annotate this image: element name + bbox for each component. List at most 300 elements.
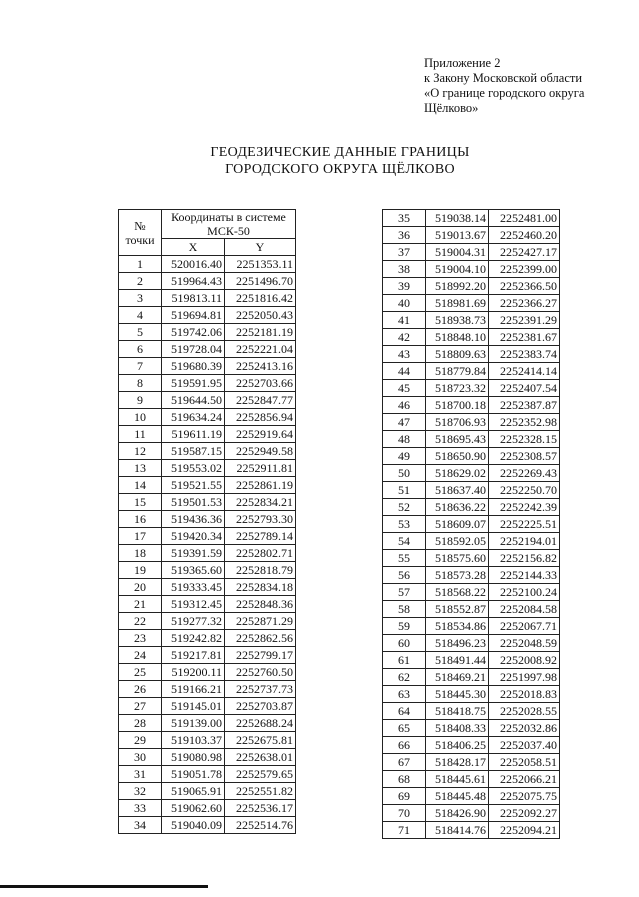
x-coordinate-cell: 519587.15 [162, 443, 225, 460]
x-coordinate-cell: 519501.53 [162, 494, 225, 511]
point-number-cell: 58 [383, 601, 426, 618]
point-number-cell: 57 [383, 584, 426, 601]
table-row [383, 550, 560, 567]
point-number-cell: 20 [119, 579, 162, 596]
y-coordinate-cell: 2252308.57 [489, 448, 560, 465]
x-coordinate-cell: 518992.20 [426, 278, 489, 295]
point-number-cell: 67 [383, 754, 426, 771]
y-coordinate-cell: 2252100.24 [489, 584, 560, 601]
point-number-cell: 69 [383, 788, 426, 805]
table-row [119, 800, 296, 817]
point-number-cell: 14 [119, 477, 162, 494]
y-coordinate-cell: 2252250.70 [489, 482, 560, 499]
x-coordinate-cell: 519742.06 [162, 324, 225, 341]
table-row [119, 460, 296, 477]
x-coordinate-cell: 518418.75 [426, 703, 489, 720]
point-number-cell: 38 [383, 261, 426, 278]
coordinates-header-line2: МСК-50 [207, 224, 250, 238]
y-coordinate-cell: 2252799.17 [225, 647, 296, 664]
y-coordinate-cell: 2252058.51 [489, 754, 560, 771]
point-number-header [119, 210, 162, 256]
y-coordinate-cell: 2252221.04 [225, 341, 296, 358]
y-coordinate-cell: 2252048.59 [489, 635, 560, 652]
x-coordinate-cell: 519521.55 [162, 477, 225, 494]
point-number-cell: 8 [119, 375, 162, 392]
table-row [383, 533, 560, 550]
x-coordinate-cell: 519591.95 [162, 375, 225, 392]
y-coordinate-cell: 2252834.18 [225, 579, 296, 596]
table-row [119, 375, 296, 392]
x-coordinate-cell: 518981.69 [426, 295, 489, 312]
table-row [383, 397, 560, 414]
table-row [383, 499, 560, 516]
y-coordinate-cell: 2252427.17 [489, 244, 560, 261]
x-coordinate-cell: 518650.90 [426, 448, 489, 465]
x-coordinate-cell: 519553.02 [162, 460, 225, 477]
point-number-cell: 35 [383, 210, 426, 227]
y-coordinate-cell: 2252407.54 [489, 380, 560, 397]
x-coordinate-cell: 519312.45 [162, 596, 225, 613]
point-number-cell: 53 [383, 516, 426, 533]
x-coordinate-cell: 520016.40 [162, 256, 225, 273]
point-number-cell: 26 [119, 681, 162, 698]
x-coordinate-cell: 518575.60 [426, 550, 489, 567]
x-coordinate-cell: 518428.17 [426, 754, 489, 771]
y-coordinate-cell: 2251496.70 [225, 273, 296, 290]
appendix-line: Приложение 2 [424, 56, 501, 70]
y-coordinate-cell: 2252144.33 [489, 567, 560, 584]
point-number-cell: 68 [383, 771, 426, 788]
y-coordinate-cell: 2252638.01 [225, 749, 296, 766]
appendix-line: «О границе городского округа [424, 86, 585, 100]
x-coordinate-cell: 518706.93 [426, 414, 489, 431]
table-row [383, 652, 560, 669]
table-row [119, 766, 296, 783]
x-coordinate-cell: 519365.60 [162, 562, 225, 579]
table-row [383, 771, 560, 788]
x-coordinate-cell: 518568.22 [426, 584, 489, 601]
table-row [383, 601, 560, 618]
point-number-cell: 50 [383, 465, 426, 482]
point-number-cell: 60 [383, 635, 426, 652]
footer-rule [0, 885, 208, 888]
y-coordinate-cell: 2252269.43 [489, 465, 560, 482]
point-number-cell: 24 [119, 647, 162, 664]
x-coordinate-cell: 519103.37 [162, 732, 225, 749]
y-coordinate-cell: 2252225.51 [489, 516, 560, 533]
point-number-cell: 59 [383, 618, 426, 635]
point-number-cell: 33 [119, 800, 162, 817]
point-number-header-line1: № [134, 218, 146, 233]
point-number-cell: 5 [119, 324, 162, 341]
point-number-cell: 62 [383, 669, 426, 686]
point-number-cell: 15 [119, 494, 162, 511]
x-coordinate-cell: 519080.98 [162, 749, 225, 766]
table-row [383, 465, 560, 482]
y-coordinate-cell: 2252871.29 [225, 613, 296, 630]
point-number-cell: 41 [383, 312, 426, 329]
table-row [383, 278, 560, 295]
appendix-line: Щёлково» [424, 101, 479, 115]
x-coordinate-cell: 519813.11 [162, 290, 225, 307]
y-coordinate-cell: 2252414.14 [489, 363, 560, 380]
y-coordinate-cell: 2252352.98 [489, 414, 560, 431]
table-row [383, 567, 560, 584]
y-coordinate-cell: 2252018.83 [489, 686, 560, 703]
x-coordinate-cell: 519013.67 [426, 227, 489, 244]
x-coordinate-cell: 518779.84 [426, 363, 489, 380]
y-coordinate-cell: 2252381.67 [489, 329, 560, 346]
table-row [383, 261, 560, 278]
y-coordinate-cell: 2252834.21 [225, 494, 296, 511]
point-number-cell: 43 [383, 346, 426, 363]
table-row [383, 431, 560, 448]
appendix-note [424, 56, 584, 116]
table-row [119, 817, 296, 834]
y-coordinate-cell: 2252008.92 [489, 652, 560, 669]
point-number-cell: 49 [383, 448, 426, 465]
table-row [383, 210, 560, 227]
x-coordinate-cell: 518552.87 [426, 601, 489, 618]
coordinates-table-left [118, 209, 296, 834]
y-coordinate-cell: 2252242.39 [489, 499, 560, 516]
point-number-cell: 44 [383, 363, 426, 380]
y-coordinate-cell: 2252413.16 [225, 358, 296, 375]
x-coordinate-cell: 519277.32 [162, 613, 225, 630]
table-row [119, 443, 296, 460]
table-row [383, 329, 560, 346]
table-row [383, 635, 560, 652]
coordinates-table-right-body [383, 210, 560, 839]
point-number-cell: 23 [119, 630, 162, 647]
table-row [383, 737, 560, 754]
x-coordinate-cell: 518636.22 [426, 499, 489, 516]
table-row [119, 358, 296, 375]
table-row [383, 516, 560, 533]
y-coordinate-cell: 2252703.66 [225, 375, 296, 392]
table-row [119, 698, 296, 715]
table-row [119, 749, 296, 766]
point-number-cell: 46 [383, 397, 426, 414]
point-number-cell: 56 [383, 567, 426, 584]
x-coordinate-cell: 518414.76 [426, 822, 489, 839]
table-row [119, 783, 296, 800]
x-coordinate-cell: 518938.73 [426, 312, 489, 329]
point-number-cell: 9 [119, 392, 162, 409]
y-coordinate-cell: 2252802.71 [225, 545, 296, 562]
table-row [383, 618, 560, 635]
x-coordinate-cell: 519391.59 [162, 545, 225, 562]
y-coordinate-cell: 2252084.58 [489, 601, 560, 618]
point-number-cell: 37 [383, 244, 426, 261]
y-coordinate-cell: 2252481.00 [489, 210, 560, 227]
table-row [119, 681, 296, 698]
table-row [119, 273, 296, 290]
table-row [119, 426, 296, 443]
point-number-cell: 22 [119, 613, 162, 630]
x-coordinate-cell: 519062.60 [162, 800, 225, 817]
table-row [119, 613, 296, 630]
table-row [119, 562, 296, 579]
table-row [119, 477, 296, 494]
point-number-cell: 54 [383, 533, 426, 550]
point-number-cell: 18 [119, 545, 162, 562]
title-line: ГОРОДСКОГО ОКРУГА ЩЁЛКОВО [225, 162, 455, 177]
x-header: X [162, 239, 225, 256]
point-number-cell: 16 [119, 511, 162, 528]
x-coordinate-cell: 518445.48 [426, 788, 489, 805]
x-coordinate-cell: 518695.43 [426, 431, 489, 448]
x-coordinate-cell: 518592.05 [426, 533, 489, 550]
document-title [150, 144, 530, 178]
x-coordinate-cell: 519065.91 [162, 783, 225, 800]
y-coordinate-cell: 2252075.75 [489, 788, 560, 805]
point-number-cell: 19 [119, 562, 162, 579]
table-row [383, 312, 560, 329]
point-number-cell: 4 [119, 307, 162, 324]
x-coordinate-cell: 519680.39 [162, 358, 225, 375]
x-coordinate-cell: 519611.19 [162, 426, 225, 443]
table-header-row [119, 210, 296, 239]
x-coordinate-cell: 518426.90 [426, 805, 489, 822]
point-number-cell: 29 [119, 732, 162, 749]
table-row [383, 482, 560, 499]
point-number-cell: 30 [119, 749, 162, 766]
point-number-cell: 48 [383, 431, 426, 448]
table-row [383, 686, 560, 703]
y-coordinate-cell: 2252383.74 [489, 346, 560, 363]
y-coordinate-cell: 2252688.24 [225, 715, 296, 732]
table-row [119, 290, 296, 307]
y-coordinate-cell: 2252037.40 [489, 737, 560, 754]
table-row [119, 341, 296, 358]
x-coordinate-cell: 518629.02 [426, 465, 489, 482]
x-coordinate-cell: 519166.21 [162, 681, 225, 698]
point-number-cell: 63 [383, 686, 426, 703]
point-number-header-line2: точки [125, 232, 155, 247]
x-coordinate-cell: 519644.50 [162, 392, 225, 409]
point-number-cell: 10 [119, 409, 162, 426]
y-coordinate-cell: 2252536.17 [225, 800, 296, 817]
x-coordinate-cell: 519040.09 [162, 817, 225, 834]
y-coordinate-cell: 2252387.87 [489, 397, 560, 414]
point-number-cell: 27 [119, 698, 162, 715]
coordinates-header-line1: Координаты в системе [171, 210, 286, 224]
point-number-cell: 47 [383, 414, 426, 431]
table-row [383, 584, 560, 601]
x-coordinate-cell: 518534.86 [426, 618, 489, 635]
y-coordinate-cell: 2252675.81 [225, 732, 296, 749]
table-row [383, 822, 560, 839]
table-row [119, 630, 296, 647]
table-row [119, 324, 296, 341]
x-coordinate-cell: 519038.14 [426, 210, 489, 227]
y-coordinate-cell: 2252094.21 [489, 822, 560, 839]
coordinates-table-left-body [119, 210, 296, 834]
point-number-cell: 3 [119, 290, 162, 307]
y-coordinate-cell: 2252067.71 [489, 618, 560, 635]
table-row [383, 448, 560, 465]
y-coordinate-cell: 2252911.81 [225, 460, 296, 477]
table-row [383, 669, 560, 686]
point-number-cell: 71 [383, 822, 426, 839]
y-coordinate-cell: 2252949.58 [225, 443, 296, 460]
table-row [119, 545, 296, 562]
table-row [383, 244, 560, 261]
point-number-cell: 25 [119, 664, 162, 681]
table-row [119, 647, 296, 664]
y-coordinate-cell: 2252861.19 [225, 477, 296, 494]
point-number-cell: 64 [383, 703, 426, 720]
point-number-cell: 21 [119, 596, 162, 613]
x-coordinate-cell: 519004.10 [426, 261, 489, 278]
table-row [383, 363, 560, 380]
y-coordinate-cell: 2252579.65 [225, 766, 296, 783]
table-row [383, 380, 560, 397]
point-number-cell: 55 [383, 550, 426, 567]
y-coordinate-cell: 2252818.79 [225, 562, 296, 579]
x-coordinate-cell: 518496.23 [426, 635, 489, 652]
x-coordinate-cell: 519145.01 [162, 698, 225, 715]
x-coordinate-cell: 519420.34 [162, 528, 225, 545]
point-number-cell: 13 [119, 460, 162, 477]
x-coordinate-cell: 518700.18 [426, 397, 489, 414]
point-number-cell: 32 [119, 783, 162, 800]
y-coordinate-cell: 2252066.21 [489, 771, 560, 788]
table-row [119, 732, 296, 749]
title-line: ГЕОДЕЗИЧЕСКИЕ ДАННЫЕ ГРАНИЦЫ [210, 145, 470, 160]
coordinates-table-right [382, 209, 560, 839]
table-row [119, 511, 296, 528]
y-coordinate-cell: 2252328.15 [489, 431, 560, 448]
y-coordinate-cell: 2252050.43 [225, 307, 296, 324]
x-coordinate-cell: 518491.44 [426, 652, 489, 669]
point-number-cell: 7 [119, 358, 162, 375]
table-row [383, 414, 560, 431]
table-row [383, 720, 560, 737]
point-number-cell: 42 [383, 329, 426, 346]
y-coordinate-cell: 2252847.77 [225, 392, 296, 409]
table-row [383, 227, 560, 244]
point-number-cell: 66 [383, 737, 426, 754]
point-number-cell: 17 [119, 528, 162, 545]
x-coordinate-cell: 518609.07 [426, 516, 489, 533]
y-coordinate-cell: 2252092.27 [489, 805, 560, 822]
point-number-cell: 51 [383, 482, 426, 499]
table-row [119, 664, 296, 681]
table-row [119, 307, 296, 324]
x-coordinate-cell: 519634.24 [162, 409, 225, 426]
point-number-cell: 70 [383, 805, 426, 822]
y-coordinate-cell: 2252789.14 [225, 528, 296, 545]
point-number-cell: 52 [383, 499, 426, 516]
y-coordinate-cell: 2252919.64 [225, 426, 296, 443]
point-number-cell: 31 [119, 766, 162, 783]
y-coordinate-cell: 2252514.76 [225, 817, 296, 834]
x-coordinate-cell: 518445.30 [426, 686, 489, 703]
table-row [119, 715, 296, 732]
point-number-cell: 39 [383, 278, 426, 295]
x-coordinate-cell: 518573.28 [426, 567, 489, 584]
x-coordinate-cell: 519242.82 [162, 630, 225, 647]
point-number-cell: 61 [383, 652, 426, 669]
y-coordinate-cell: 2252194.01 [489, 533, 560, 550]
y-coordinate-cell: 2252551.82 [225, 783, 296, 800]
table-row [383, 295, 560, 312]
point-number-cell: 40 [383, 295, 426, 312]
x-coordinate-cell: 519004.31 [426, 244, 489, 261]
x-coordinate-cell: 519694.81 [162, 307, 225, 324]
x-coordinate-cell: 518406.25 [426, 737, 489, 754]
point-number-cell: 28 [119, 715, 162, 732]
table-row [119, 528, 296, 545]
y-coordinate-cell: 2252737.73 [225, 681, 296, 698]
y-coordinate-cell: 2252366.27 [489, 295, 560, 312]
point-number-cell: 34 [119, 817, 162, 834]
y-coordinate-cell: 2252399.00 [489, 261, 560, 278]
y-coordinate-cell: 2251353.11 [225, 256, 296, 273]
appendix-line: к Закону Московской области [424, 71, 583, 85]
table-row [383, 346, 560, 363]
y-coordinate-cell: 2252028.55 [489, 703, 560, 720]
coordinates-header [162, 210, 296, 239]
y-coordinate-cell: 2251816.42 [225, 290, 296, 307]
x-coordinate-cell: 519139.00 [162, 715, 225, 732]
table-row [119, 392, 296, 409]
x-coordinate-cell: 518445.61 [426, 771, 489, 788]
y-coordinate-cell: 2252848.36 [225, 596, 296, 613]
x-coordinate-cell: 519200.11 [162, 664, 225, 681]
y-coordinate-cell: 2252156.82 [489, 550, 560, 567]
table-row [383, 788, 560, 805]
y-coordinate-cell: 2252032.86 [489, 720, 560, 737]
x-coordinate-cell: 518637.40 [426, 482, 489, 499]
y-coordinate-cell: 2252391.29 [489, 312, 560, 329]
x-coordinate-cell: 519333.45 [162, 579, 225, 596]
x-coordinate-cell: 518809.63 [426, 346, 489, 363]
x-coordinate-cell: 518848.10 [426, 329, 489, 346]
point-number-cell: 11 [119, 426, 162, 443]
table-row [119, 596, 296, 613]
y-coordinate-cell: 2252460.20 [489, 227, 560, 244]
table-row [119, 494, 296, 511]
point-number-cell: 1 [119, 256, 162, 273]
y-coordinate-cell: 2252703.87 [225, 698, 296, 715]
x-coordinate-cell: 519051.78 [162, 766, 225, 783]
y-coordinate-cell: 2252793.30 [225, 511, 296, 528]
x-coordinate-cell: 519728.04 [162, 341, 225, 358]
table-row [119, 579, 296, 596]
point-number-cell: 6 [119, 341, 162, 358]
point-number-cell: 36 [383, 227, 426, 244]
y-coordinate-cell: 2252366.50 [489, 278, 560, 295]
x-coordinate-cell: 518408.33 [426, 720, 489, 737]
x-coordinate-cell: 518469.21 [426, 669, 489, 686]
table-row [119, 256, 296, 273]
x-coordinate-cell: 519217.81 [162, 647, 225, 664]
point-number-cell: 65 [383, 720, 426, 737]
table-row [119, 409, 296, 426]
x-coordinate-cell: 519436.36 [162, 511, 225, 528]
y-coordinate-cell: 2252856.94 [225, 409, 296, 426]
table-row [383, 703, 560, 720]
table-row [383, 805, 560, 822]
y-header: Y [225, 239, 296, 256]
point-number-cell: 45 [383, 380, 426, 397]
y-coordinate-cell: 2252181.19 [225, 324, 296, 341]
y-coordinate-cell: 2252760.50 [225, 664, 296, 681]
table-row [383, 754, 560, 771]
